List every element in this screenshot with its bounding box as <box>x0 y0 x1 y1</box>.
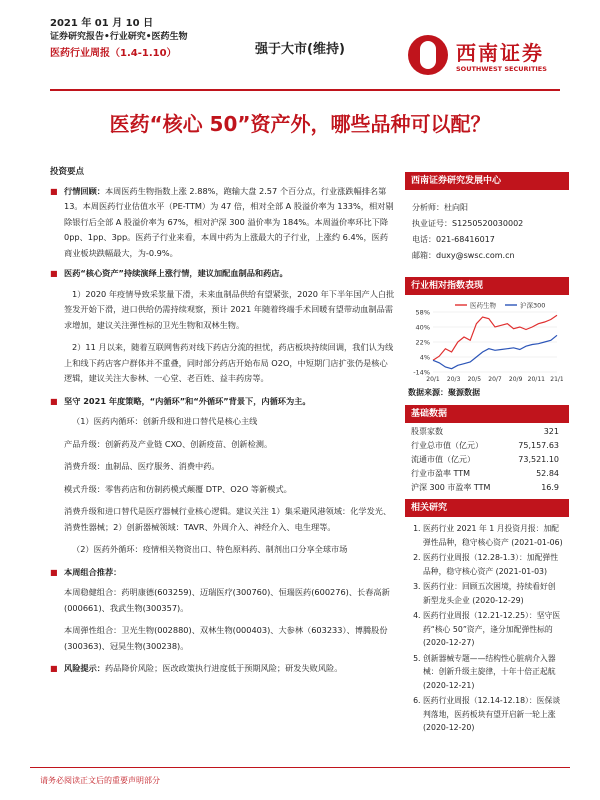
related-item[interactable]: 5. 创新器械专题——结构性心脏病介入器械：创新升级主旋律，十年十倍正起航 (2020-12-21) <box>423 652 563 693</box>
y-tick-label: 40% <box>415 323 430 332</box>
market-value: 73,521.10 <box>518 455 559 464</box>
chart-source: 数据来源：聚源数据 <box>408 388 480 397</box>
series-line-pharma <box>433 315 557 360</box>
logo-mark-icon <box>408 35 448 75</box>
market-header: 基础数据 <box>405 405 569 423</box>
page-title: 医药“核心 50”资产外，哪些品种可以配？ <box>109 112 491 136</box>
x-tick-label: 20/1 <box>426 376 440 383</box>
related-header: 相关研究 <box>405 499 569 517</box>
y-tick-label: 22% <box>415 338 430 347</box>
analyst-phone: 电话：021-68416017 <box>412 235 495 244</box>
bullet-lead: 本周组合推荐： <box>64 566 122 577</box>
bullet-strategy <box>50 394 395 410</box>
bullet-portfolio <box>50 565 395 581</box>
paragraph: 本周稳健组合：药明康德(603259)、迈瑞医疗(300760)、恒瑞医药(600276)、长春高新(000661)、我武生物(300357)。 <box>64 587 390 613</box>
bullet-lead: 医药“核心资产”持续演绎上涨行情，建议加配血制品和药店。 <box>64 268 288 278</box>
x-tick-label: 20/11 <box>527 376 545 383</box>
index-chart <box>405 298 563 388</box>
chart-header: 行业相对指数表现 <box>405 277 569 295</box>
paragraph: 产品升级：创新药及产业链 CXO、创新疫苗、创新检测。 <box>64 438 273 449</box>
market-row <box>405 439 563 453</box>
market-key: 行业市盈率 TTM <box>411 469 471 478</box>
paragraph: 消费升级和进口替代是医疗器械行业核心逻辑。建议关注 1）集采避风港领域：化学发光、消费性器械；2）创新器械领域：TAVR、外周介入、神经介入、电生理等。 <box>64 506 392 532</box>
market-value: 52.84 <box>536 469 559 478</box>
x-tick-label: 20/3 <box>446 376 461 383</box>
footer-disclaimer[interactable]: 请务必阅读正文后的重要声明部分 <box>40 776 160 785</box>
report-date: 2021 年 01 月 10 日 <box>50 18 154 29</box>
market-value: 75,157.63 <box>518 441 559 450</box>
paragraph: 1）2020 年疫情导致采浆量下滑，未来血制品供给有望紧张，2020 年下半年国产人白批签发开始下滑，进口供给仍需持续观察，预计 2021 年随着终端手术回暖有望带动血制品需求增加，建议关注弹性标的卫光生物和双林生物。 <box>64 288 395 330</box>
related-item[interactable]: 3. 医药行业：回顾五次困境，持续看好创新型龙头企业 (2020-12-29) <box>423 580 563 607</box>
paragraph: （2）医药外循环：疫情相关物资出口、特色原料药、制剂出口分享全球市场 <box>72 544 348 554</box>
analyst-license: 执业证号：S1250520030002 <box>412 219 524 228</box>
bullet-lead: 坚守 2021 年度策略，“内循环”和“外循环”背景下，内循环为主。 <box>64 395 311 406</box>
bullet-text: 本周医药生物指数上涨 2.88%，跑输大盘 2.57 个百分点，行业涨跌幅排名第 13。本周医药行业估值水平（PE-TTM）为 47 倍，相对全部 A 股溢价率为 133%，相对剔除银行后全部 A 股溢价率为 67%，相对沪深 300 溢价率为 184%。本周溢价率环比下降 0pp、1pp、3pp。医药子行业来看，本周中药为上涨最大的子行业，上涨约 6.4%，医药商业板块跌幅最大，为-0.9%。 <box>64 185 394 258</box>
bullet-market-review <box>50 184 395 262</box>
market-key: 沪深 300 市盈率 TTM <box>411 483 491 492</box>
section-label: 投资要点 <box>50 167 85 177</box>
bullet-lead: 风险提示： <box>64 663 105 673</box>
bullet-core-assets <box>50 266 395 282</box>
market-row <box>405 425 563 439</box>
related-item[interactable]: 2. 医药行业周报（12.28-1.3）：加配弹性品种，稳守核心资产 (2021-01-03) <box>423 551 563 578</box>
market-key: 行业总市值（亿元） <box>411 441 483 450</box>
related-item[interactable]: 4. 医药行业周报（12.21-12.25）：坚守医药“核心 50”资产，逢分加配弹性标的 (2020-12-27) <box>423 609 563 650</box>
paragraph: 消费升级：血制品、医疗服务、消费中药。 <box>64 461 220 471</box>
related-ol <box>405 522 563 735</box>
y-tick-label: 4% <box>419 353 430 362</box>
market-row <box>405 481 563 495</box>
header-rule <box>50 89 560 91</box>
paragraph: 2）11 月以来，随着互联网售药对线下药店分流的担忧，药店板块持续回调，我们认为线上和线下药店客户群体并不重叠，同时部分药店开始布局 O2O，中短期门店扩张仍是核心逻辑，建议关注大参林、一心堂、老百姓、益丰药房等。 <box>64 342 394 383</box>
market-table <box>405 425 563 495</box>
bullet-risk <box>50 661 395 677</box>
footer-rule <box>30 767 570 768</box>
analyst-header: 西南证券研究发展中心 <box>405 172 569 190</box>
y-tick-label: -14% <box>413 368 430 377</box>
rating: 强于大市(维持) <box>255 42 345 57</box>
x-tick-label: 20/7 <box>488 376 502 383</box>
legend-label: 医药生物 <box>470 301 496 310</box>
related-list <box>405 518 563 737</box>
x-tick-label: 20/5 <box>467 376 482 383</box>
x-tick-label: 20/9 <box>508 376 523 383</box>
x-tick-label: 21/1 <box>550 376 563 383</box>
logo-subtext: SOUTHWEST SECURITIES <box>456 65 547 73</box>
main-column <box>50 165 395 682</box>
bullet-text: 药品降价风险；医改政策执行进度低于预期风险；研发失败风险。 <box>104 663 343 673</box>
logo-text: 西南证券 <box>456 41 544 65</box>
report-weekly: 医药行业周报（1.4-1.10） <box>50 48 177 59</box>
analyst-info <box>412 200 523 264</box>
paragraph: 本周弹性组合：卫光生物(002880)、双林生物(000403)、大参林（603233）、博腾股份(300363)、冠昊生物(300238)。 <box>64 625 388 651</box>
legend-label: 沪深300 <box>520 301 546 310</box>
market-value: 321 <box>543 427 559 436</box>
report-category: 证券研究报告•行业研究•医药生物 <box>50 32 188 42</box>
market-key: 流通市值（亿元） <box>411 455 475 464</box>
analyst-email[interactable]: 邮箱：duxy@swsc.com.cn <box>412 251 515 260</box>
related-item[interactable]: 1. 医药行业 2021 年 1 月投资月报：加配弹性品种，稳守核心资产 (2021-01-06) <box>423 522 563 549</box>
market-value: 16.9 <box>541 483 559 492</box>
market-row <box>405 467 563 481</box>
paragraph: （1）医药内循环：创新升级和进口替代是核心主线 <box>72 416 258 426</box>
y-tick-label: 58% <box>415 308 430 317</box>
related-item[interactable]: 6. 医药行业周报（12.14-12.18）：医保谈判落地，医药板块有望开启新一轮上涨 (2020-12-20) <box>423 694 563 735</box>
market-key: 股票家数 <box>411 427 443 436</box>
bullet-lead: 行情回顾： <box>64 185 105 196</box>
paragraph: 模式升级：零售药店和仿制药模式颠覆 DTP、O2O 等新模式。 <box>64 483 292 494</box>
logo <box>408 33 568 81</box>
analyst-name: 分析师：杜向阳 <box>412 203 468 212</box>
market-row <box>405 453 563 467</box>
chart-svg <box>405 298 563 388</box>
